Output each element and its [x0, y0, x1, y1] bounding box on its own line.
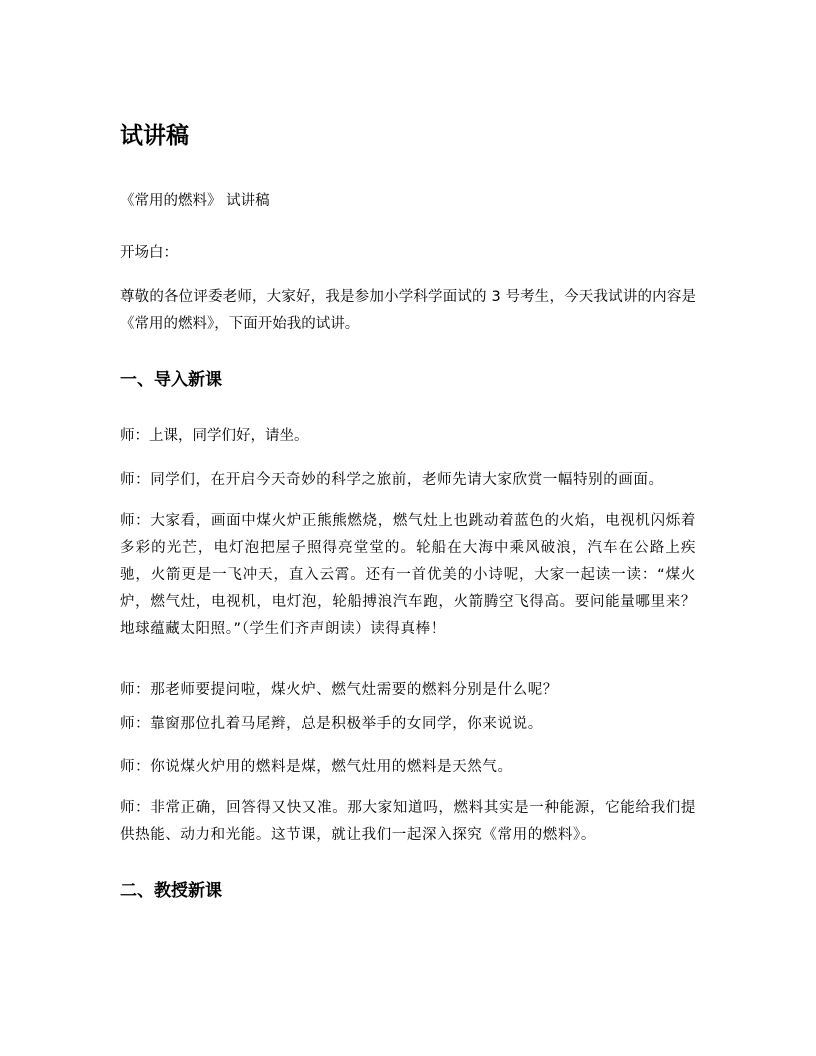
document-title: 试讲稿	[120, 123, 189, 149]
opening-paragraph: 尊敬的各位评委老师，大家好，我是参加小学科学面试的 3 号考生，今天我试讲的内容是《常用的燃料》，下面开始我的试讲。	[120, 289, 696, 332]
dialogue-line: 师：那老师要提问啦，煤火炉、燃气灶需要的燃料分别是什么呢？	[120, 682, 558, 698]
dialogue-line: 师：靠窗那位扎着马尾辫，总是积极举手的女同学，你来说说。	[120, 716, 543, 732]
dialogue-line: 师：上课，同学们好，请坐。	[120, 428, 309, 444]
dialogue-paragraph: 师：非常正确，回答得又快又准。那大家知道吗，燃料其实是一种能源，它能给我们提供热能、动力和光能。这节课，就让我们一起深入探究《常用的燃料》。	[120, 800, 696, 843]
dialogue-line: 师：同学们，在开启今天奇妙的科学之旅前，老师先请大家欣赏一幅特别的画面。	[120, 472, 664, 488]
dialogue-line: 师：你说煤火炉用的燃料是煤，燃气灶用的燃料是天然气。	[120, 759, 513, 775]
section-heading-intro: 一、导入新课	[120, 370, 222, 390]
opening-label: 开场白：	[120, 245, 178, 261]
dialogue-paragraph: 师：大家看，画面中煤火炉正熊熊燃烧，燃气灶上也跳动着蓝色的火焰，电视机闪烁着多彩的光芒，电灯泡把屋子照得亮堂堂的。轮船在大海中乘风破浪，汽车在公路上疾驰，火箭更是一飞冲天，直入云霄。还有一首优美的小诗呢，大家一起读一读：“煤火炉，燃气灶，电视机，电灯泡，轮船搏浪汽车跑，火箭腾空飞得高。要问能量哪里来？地球蕴藏太阳照。”（学生们齐声朗读）读得真棒！	[120, 513, 696, 637]
section-heading-teaching: 二、教授新课	[120, 881, 222, 901]
lesson-subtitle: 《常用的燃料》 试讲稿	[120, 193, 270, 209]
